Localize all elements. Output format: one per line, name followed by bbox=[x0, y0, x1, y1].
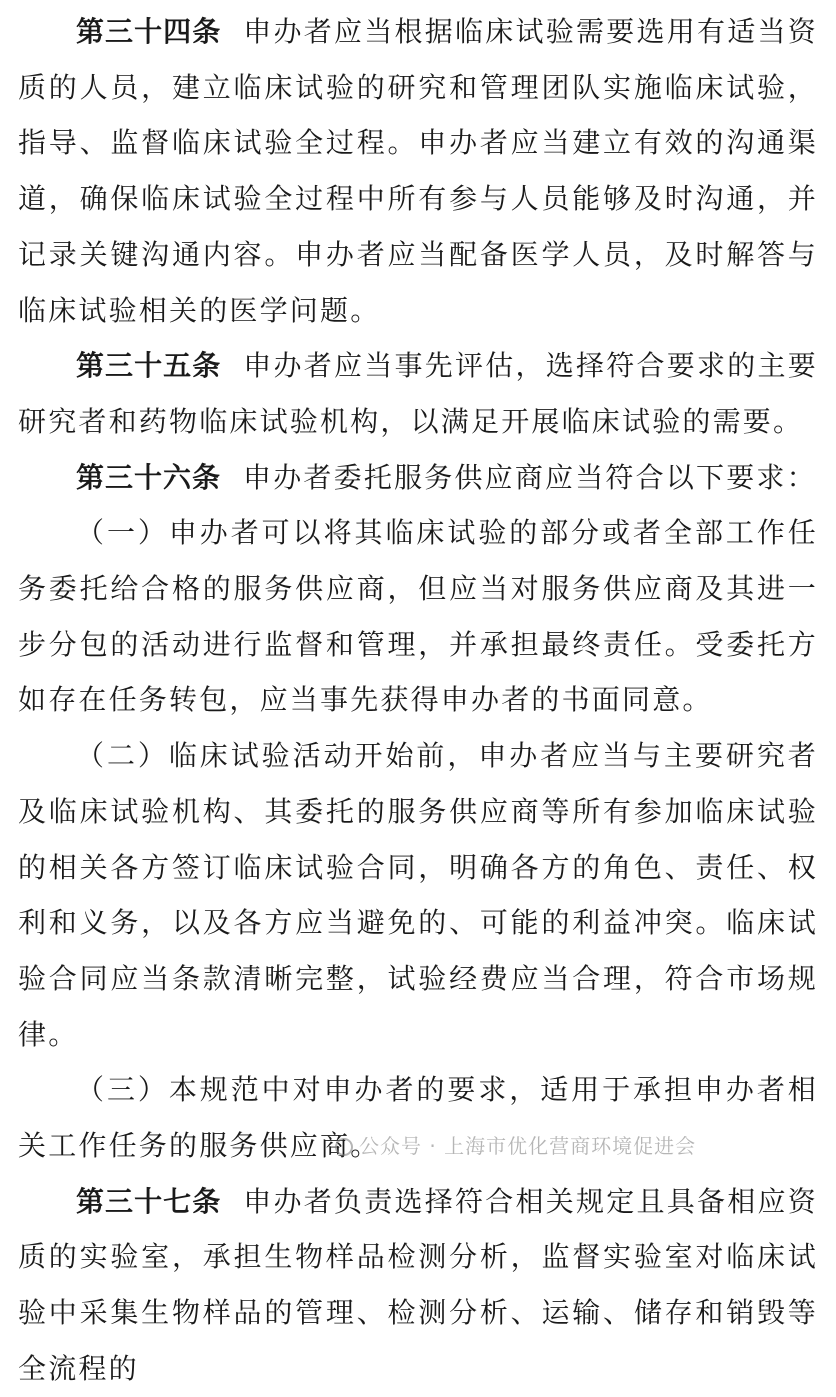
clause-text: （一）申办者可以将其临床试验的部分或者全部工作任务委托给合格的服务供应商，但应当对服务供应商及其进一步分包的活动进行监督和管理，并承担最终责任。受委托方如存在任务转包，应当事先获得申办者的书面同意。 bbox=[18, 516, 818, 717]
article-37 bbox=[18, 1174, 818, 1397]
article-number: 第三十七条 bbox=[76, 1184, 222, 1218]
watermark-text: 公众号 · 上海市优化营商环境促进会 bbox=[359, 1134, 697, 1158]
document-body bbox=[18, 4, 818, 1397]
article-36-clause-1 bbox=[18, 505, 818, 728]
article-number: 第三十五条 bbox=[76, 349, 222, 383]
article-text: 申办者应当事先评估，选择符合要求的主要研究者和药物临床试验机构，以满足开展临床试验的需要。 bbox=[18, 349, 818, 438]
clause-text: （二）临床试验活动开始前，申办者应当与主要研究者及临床试验机构、其委托的服务供应商等所有参加临床试验的相关各方签订临床试验合同，明确各方的角色、责任、权利和义务，以及各方应当避免的、可能的利益冲突。临床试验合同应当条款清晰完整，试验经费应当合理，符合市场规律。 bbox=[18, 739, 818, 1051]
wechat-icon bbox=[335, 1138, 353, 1156]
article-text: 申办者负责选择符合相关规定且具备相应资质的实验室，承担生物样品检测分析，监督实验室对临床试验中采集生物样品的管理、检测分析、运输、储存和销毁等全流程的 bbox=[18, 1184, 818, 1385]
article-35 bbox=[18, 338, 818, 449]
article-number: 第三十六条 bbox=[76, 460, 222, 494]
article-34 bbox=[18, 4, 818, 338]
article-number: 第三十四条 bbox=[76, 15, 222, 48]
article-36 bbox=[18, 450, 818, 506]
clause-text: （三）本规范中对申办者的要求，适用于承担申办者相关工作任务的服务供应商。 bbox=[18, 1073, 818, 1163]
source-watermark bbox=[335, 1130, 696, 1159]
article-36-clause-2 bbox=[18, 728, 818, 1062]
article-text: 申办者应当根据临床试验需要选用有适当资质的人员，建立临床试验的研究和管理团队实施临床试验，指导、监督临床试验全过程。申办者应当建立有效的沟通渠道，确保临床试验全过程中所有参与人员能够及时沟通，并记录关键沟通内容。申办者应当配备医学人员，及时解答与临床试验相关的医学问题。 bbox=[18, 15, 818, 327]
article-text: 申办者委托服务供应商应当符合以下要求： bbox=[243, 460, 817, 494]
